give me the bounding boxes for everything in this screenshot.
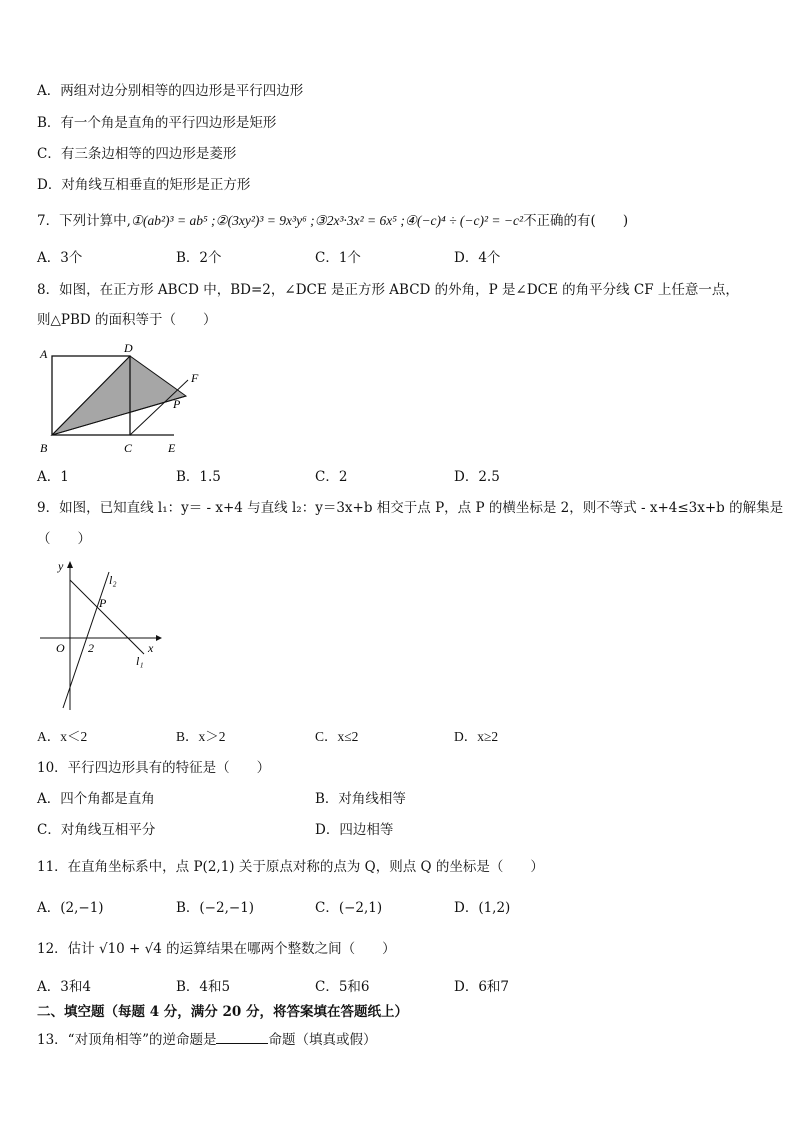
q7-option-c: C．1个 [315, 250, 361, 266]
label-origin: O [56, 641, 65, 655]
x-axis-arrow [156, 635, 162, 641]
q11-stem: 11．在直角坐标系中，点 P(2,1) 关于原点对称的点为 Q，则点 Q 的坐标是（ ） [37, 859, 544, 875]
q9-option-a: A．x＜2 [37, 729, 88, 744]
q7-option-b: B．2个 [176, 250, 222, 266]
label-p: P [173, 397, 181, 411]
q6-option-c: C．有三条边相等的四边形是菱形 [37, 146, 237, 162]
q13-after: 命题（填真或假） [268, 1032, 377, 1048]
q7-prefix: 7．下列计算中, [37, 213, 131, 229]
q8-option-a: A．1 [37, 469, 69, 485]
label-c: C [124, 441, 133, 455]
q11-option-d: D．(1,2) [454, 900, 511, 916]
q10-option-b: B．对角线相等 [315, 791, 406, 807]
y-axis-arrow [67, 561, 73, 568]
label-a: A [40, 347, 48, 361]
q8-stem-line1: 8．如图，在正方形 ABCD 中，BD=2，∠DCE 是正方形 ABCD 的外角，P 是∠DCE 的角平分线 CF 上任意一点， [37, 282, 739, 298]
q9-option-b: B．x＞2 [176, 729, 226, 744]
q11-option-c: C．(−2,1) [315, 900, 383, 916]
q7-expression: ①(ab²)³ = ab⁵ ;②(3xy²)³ = 9x³y⁶ ;③2x³·3x² = 6x⁵ ;④(−c)⁴ ÷ (−c)² = −c² [130, 213, 524, 228]
q6-option-a: A．两组对边分别相等的四边形是平行四边形 [37, 83, 304, 99]
q10-option-a: A．四个角都是直角 [37, 791, 155, 807]
q12-option-c: C．5和6 [315, 979, 370, 995]
q12-stem: 12．估计 √10 + √4 的运算结果在哪两个整数之间（ ） [37, 941, 396, 957]
q9-option-d: D．x≥2 [454, 729, 499, 744]
answer-blank [216, 1030, 268, 1044]
q7-suffix: 不正确的有( ) [523, 213, 629, 229]
q13-before: 13．“对顶角相等”的逆命题是 [37, 1032, 217, 1048]
label-x: x [148, 641, 154, 655]
q9-stem-line2: （ ） [37, 531, 91, 547]
q12-option-a: A．3和4 [37, 979, 91, 995]
label-l1: l₁ [136, 654, 144, 668]
q8-option-d: D．2.5 [454, 469, 500, 485]
q13-stem [37, 1030, 376, 1049]
q9-stem-line1: 9．如图，已知直线 l₁：y＝ - x+4 与直线 l₂：y＝3x+b 相交于点 P，点 P 的横坐标是 2，则不等式 - x+4≤3x+b 的解集是 [37, 500, 784, 516]
section-fill-in-title: 二、填空题（每题 4 分，满分 20 分，将答案填在答题纸上） [37, 1004, 408, 1020]
q8-option-b: B．1.5 [176, 469, 221, 485]
q7-stem [37, 212, 628, 230]
q8-square-figure [36, 340, 216, 460]
q10-stem: 10．平行四边形具有的特征是（ ） [37, 760, 271, 776]
q12-option-d: D．6和7 [454, 979, 510, 995]
q10-option-d: D．四边相等 [315, 822, 394, 838]
q9-option-c: C．x≤2 [315, 729, 359, 744]
q12-option-b: B．4和5 [176, 979, 231, 995]
q7-option-d: D．4个 [454, 250, 501, 266]
label-d: D [124, 341, 133, 355]
q7-option-a: A．3个 [37, 250, 83, 266]
q11-option-a: A．(2,−1) [37, 900, 104, 916]
label-e: E [168, 441, 176, 455]
label-f: F [191, 371, 199, 385]
q11-option-b: B．(−2,−1) [176, 900, 255, 916]
label-l2: l₂ [109, 573, 117, 587]
q6-option-b: B．有一个角是直角的平行四边形是矩形 [37, 115, 277, 131]
line-l1 [70, 580, 144, 654]
label-two: 2 [88, 641, 94, 655]
q8-option-c: C．2 [315, 469, 348, 485]
q8-stem-line2: 则△PBD 的面积等于（ ） [37, 312, 217, 328]
label-b: B [40, 441, 48, 455]
q6-option-d: D．对角线互相垂直的矩形是正方形 [37, 177, 251, 193]
q10-option-c: C．对角线互相平分 [37, 822, 156, 838]
q9-lines-figure [36, 556, 166, 716]
label-y: y [58, 559, 64, 573]
label-p: P [99, 596, 107, 610]
